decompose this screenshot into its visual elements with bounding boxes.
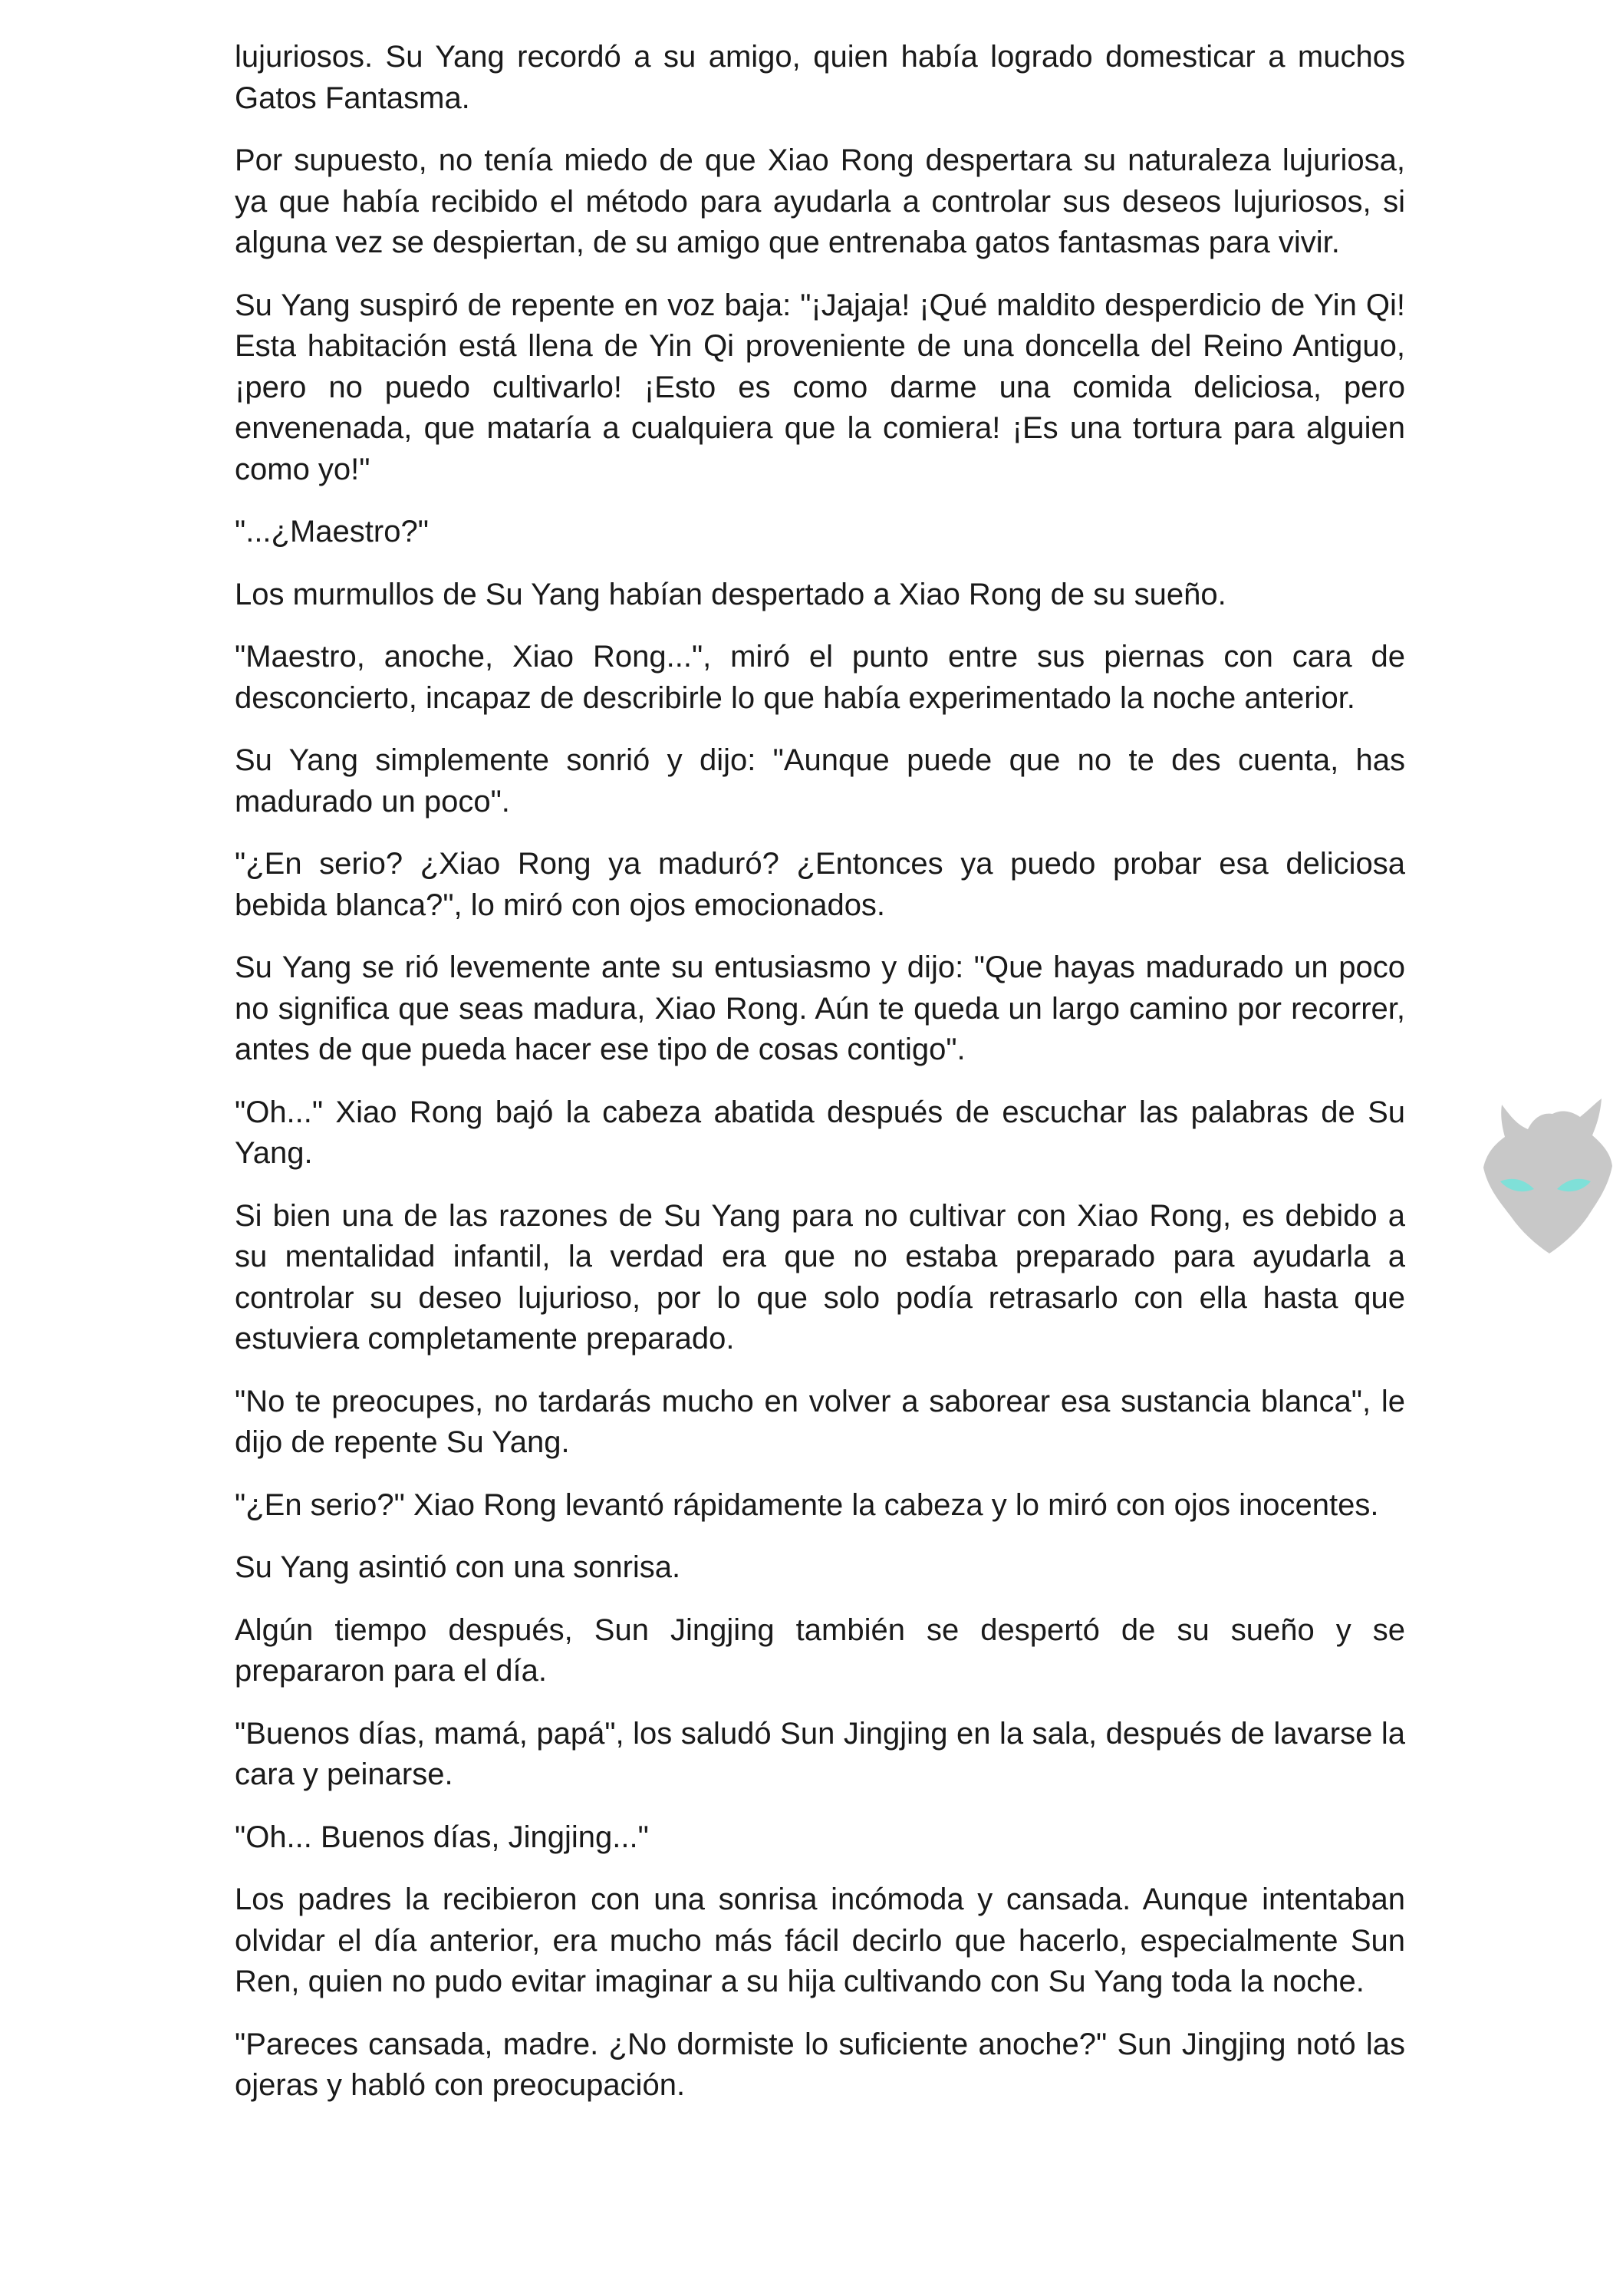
paragraph: Los padres la recibieron con una sonrisa incómoda y cansada. Aunque intentaban olvidar el día anterior, era mucho más fácil decirlo que hacerlo, especialmente Sun Ren, quien no pudo evitar imaginar a su hija cultivando con Su Yang toda la noche.	[235, 1883, 1405, 1998]
paragraph: "Oh..." Xiao Rong bajó la cabeza abatida después de escuchar las palabras de Su Yang.	[235, 1095, 1405, 1170]
paragraph: Su Yang simplemente sonrió y dijo: "Aunque puede que no te des cuenta, has madurado un poco".	[235, 743, 1405, 819]
paragraph: "No te preocupes, no tardarás mucho en volver a saborear esa sustancia blanca", le dijo de repente Su Yang.	[235, 1384, 1405, 1459]
paragraph: Su Yang se rió levemente ante su entusiasmo y dijo: "Que hayas madurado un poco no significa que seas madura, Xiao Rong. Aún te queda un largo camino por recorrer, antes de que pueda hacer ese tipo de cosas contigo".	[235, 950, 1405, 1066]
paragraph: "Buenos días, mamá, papá", los saludó Sun Jingjing en la sala, después de lavarse la cara y peinarse.	[235, 1716, 1405, 1791]
paragraph: "Maestro, anoche, Xiao Rong...", miró el punto entre sus piernas con cara de desconcierto, incapaz de describirle lo que había experimentado la noche anterior.	[235, 640, 1405, 715]
paragraph: Su Yang suspiró de repente en voz baja: "¡Jajaja! ¡Qué maldito desperdicio de Yin Qi! Esta habitación está llena de Yin Qi proveniente de una doncella del Reino Antiguo, ¡pero no puedo cultivarlo! ¡Esto es como darme una comida deliciosa, pero envenenada, que mataría a cualquiera que la comiera! ¡Es una tortura para alguien como yo!"	[235, 288, 1405, 486]
demon-head-shape	[1483, 1099, 1612, 1253]
paragraph: Por supuesto, no tenía miedo de que Xiao Rong despertara su naturaleza lujuriosa, ya que había recibido el método para ayudarla a controlar sus deseos lujuriosos, si alguna vez se despiertan, de su amigo que entrenaba gatos fantasmas para vivir.	[235, 143, 1405, 259]
paragraph: Algún tiempo después, Sun Jingjing también se despertó de su sueño y se prepararon para el día.	[235, 1612, 1405, 1688]
paragraph: Su Yang asintió con una sonrisa.	[235, 1550, 681, 1584]
paragraph: "Oh... Buenos días, Jingjing..."	[235, 1820, 649, 1854]
paragraph: "¿En serio?" Xiao Rong levantó rápidamente la cabeza y lo miró con ojos inocentes.	[235, 1487, 1379, 1522]
paragraph: "Pareces cansada, madre. ¿No dormiste lo suficiente anoche?" Sun Jingjing notó las ojeras y habló con preocupación.	[235, 2027, 1405, 2102]
demon-head-icon	[1473, 1074, 1618, 1258]
paragraph: lujuriosos. Su Yang recordó a su amigo, quien había logrado domesticar a muchos Gatos Fantasma.	[235, 40, 1405, 115]
paragraph: "...¿Maestro?"	[235, 515, 429, 548]
document-body	[235, 37, 1405, 2128]
paragraph: Los murmullos de Su Yang habían despertado a Xiao Rong de su sueño.	[235, 577, 1226, 611]
paragraph: "¿En serio? ¿Xiao Rong ya maduró? ¿Entonces ya puedo probar esa deliciosa bebida blanca?", lo miró con ojos emocionados.	[235, 847, 1405, 922]
paragraph: Si bien una de las razones de Su Yang para no cultivar con Xiao Rong, es debido a su mentalidad infantil, la verdad era que no estaba preparado para ayudarla a controlar su deseo lujurioso, por lo que solo podía retrasarlo con ella hasta que estuviera completamente preparado.	[235, 1198, 1405, 1356]
